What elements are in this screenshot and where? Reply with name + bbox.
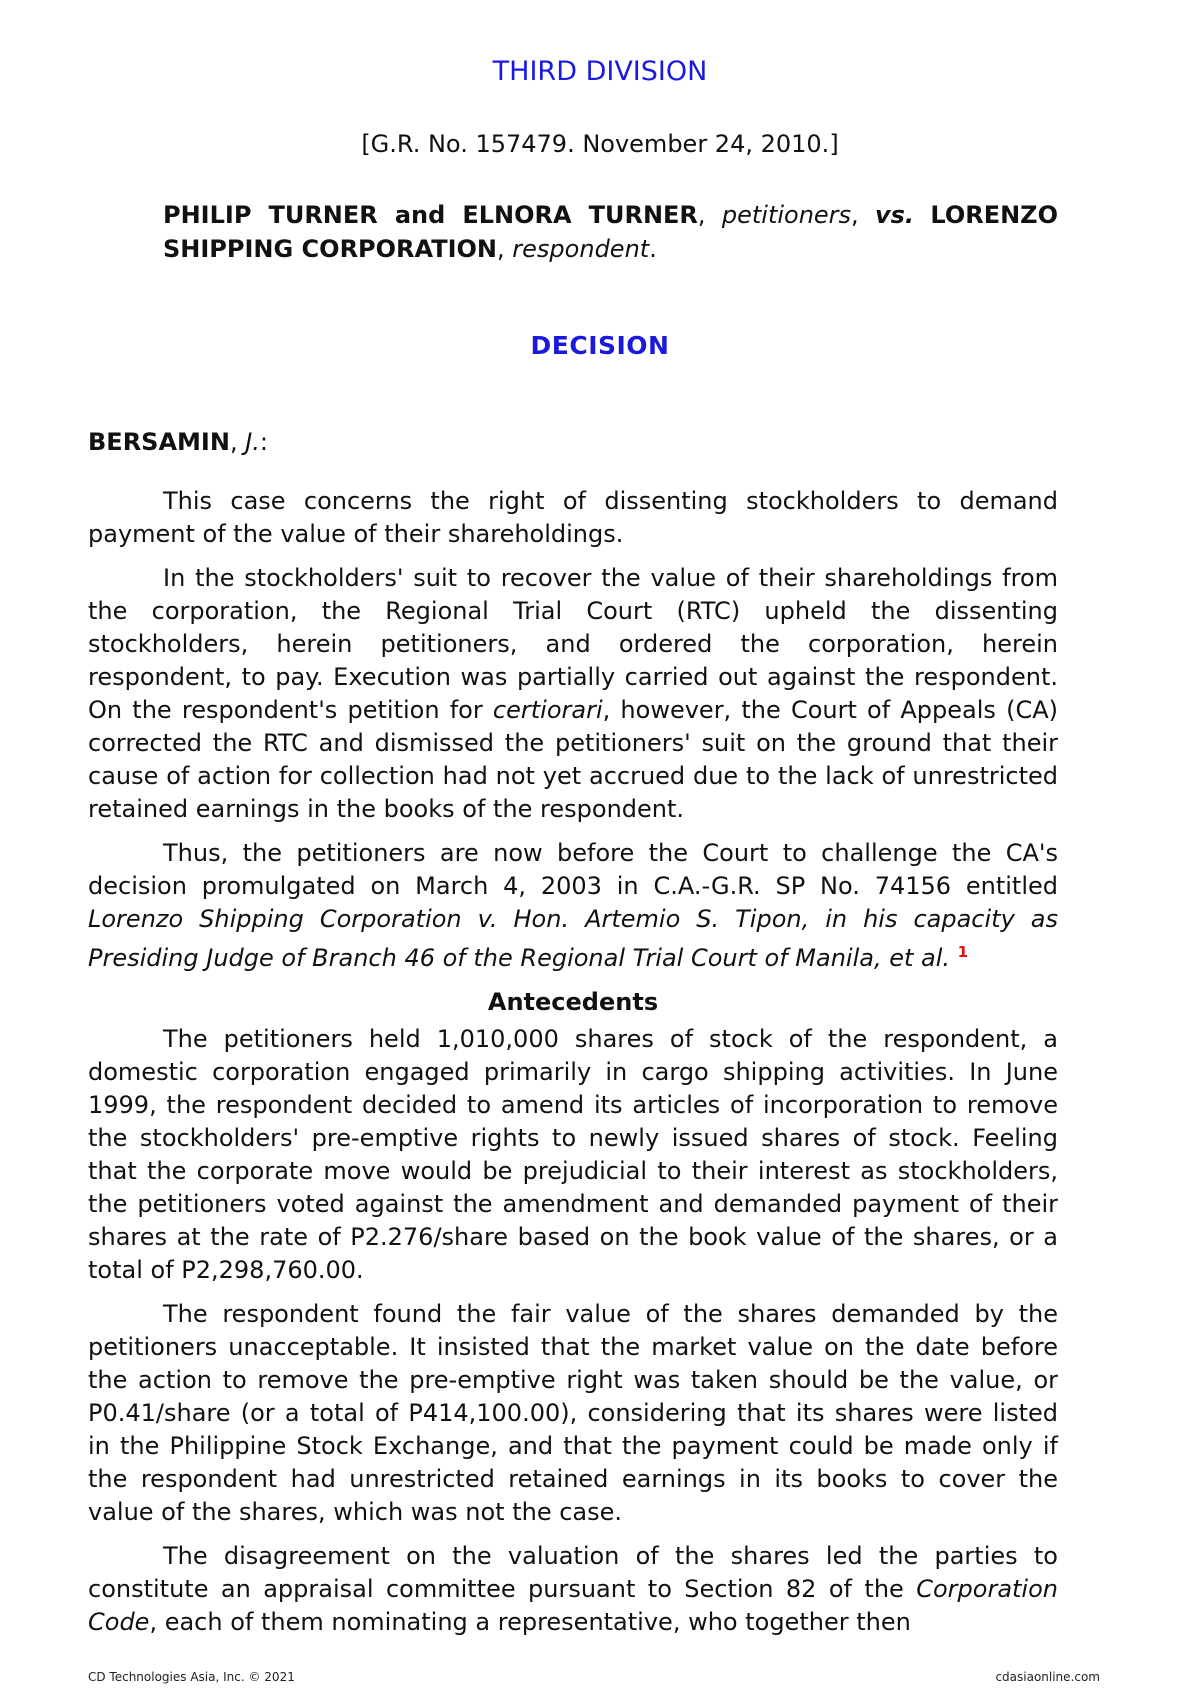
paragraph-6-text-b: , each of them nominating a representative, who together then [149,1608,911,1636]
paragraph-1: This case concerns the right of dissenting stockholders to demand payment of the value of their shareholdings. [88,487,1058,548]
petitioners-role: petitioners [721,201,852,229]
footnote-link[interactable]: 1 [957,943,969,961]
ponente: BERSAMIN, J.: [88,428,269,456]
case-number: [G.R. No. 157479. November 24, 2010.] [361,130,839,158]
respondent-role: respondent [512,235,650,263]
paragraph-2 [88,562,1058,826]
footer-site[interactable]: cdasiaonline.com [995,1670,1100,1684]
section-heading-antecedents: Antecedents [487,988,659,1016]
paragraph-6-text-a: The disagreement on the valuation of the shares led the parties to constitute an appraisal committee pursuant to Section 82 of the [88,1542,1058,1603]
case-parties: PHILIP TURNER and ELNORA TURNER, petitioners, vs. LORENZO SHIPPING CORPORATION, respondent. [163,201,1058,263]
petitioners-names: PHILIP TURNER and ELNORA TURNER [163,201,698,229]
case-title-italic: Lorenzo Shipping Corporation v. Hon. Artemio S. Tipon, in his capacity as Presiding Judge of Branch 46 of the Regional Trial Court of Manila, et al. [88,905,1058,972]
paragraph-2-italic: certiorari [492,696,603,724]
footer-copyright: CD Technologies Asia, Inc. © 2021 [88,1670,295,1684]
division-heading: THIRD DIVISION [492,56,708,87]
paragraph-4: The petitioners held 1,010,000 shares of stock of the respondent, a domestic corporation engaged primarily in cargo shipping activities. In June 1999, the respondent decided to amend its articles of incorporation to remove the stockholders' pre-emptive rights to newly issued shares of stock. Feeling that the corporate move would be prejudicial to their interest as stockholders, the petitioners voted against the amendment and demanded payment of their shares at the rate of P2.276/share based on the book value of the shares, or a total of P2,298,760.00. [88,1025,1058,1284]
decision-title: DECISION [530,331,670,360]
paragraph-6-italic: Corporation Code [88,1575,1058,1636]
paragraph-3 [88,837,1058,975]
versus: vs. [875,201,915,229]
decision-body [88,485,1058,1650]
ponente-name: BERSAMIN [88,428,230,456]
respondent-name: LORENZO SHIPPING CORPORATION [163,201,1058,263]
paragraph-6 [88,1540,1058,1639]
ponente-title: J. [245,428,260,456]
paragraph-5: The respondent found the fair value of the shares demanded by the petitioners unacceptable. It insisted that the market value on the date before the action to remove the pre-emptive right was taken should be the value, or P0.41/share (or a total of P414,100.00), considering that its shares were listed in the Philippine Stock Exchange, and that the payment could be made only if the respondent had unrestricted retained earnings in its books to cover the value of the shares, which was not the case. [88,1300,1058,1526]
paragraph-2-text-b: , however, the Court of Appeals (CA) corrected the RTC and dismissed the petitioners' suit on the ground that their cause of action for collection had not yet accrued due to the lack of unrestricted retained earnings in the books of the respondent. [88,696,1058,823]
paragraph-3-text: Thus, the petitioners are now before the Court to challenge the CA's decision promulgated on March 4, 2003 in C.A.-G.R. SP No. 74156 entitled [88,839,1058,900]
paragraph-2-text-a: In the stockholders' suit to recover the value of their shareholdings from the corporation, the Regional Trial Court (RTC) upheld the dissenting stockholders, herein petitioners, and ordered the corporation, herein respondent, to pay. Execution was partially carried out against the respondent. On the respondent's petition for [88,564,1058,724]
